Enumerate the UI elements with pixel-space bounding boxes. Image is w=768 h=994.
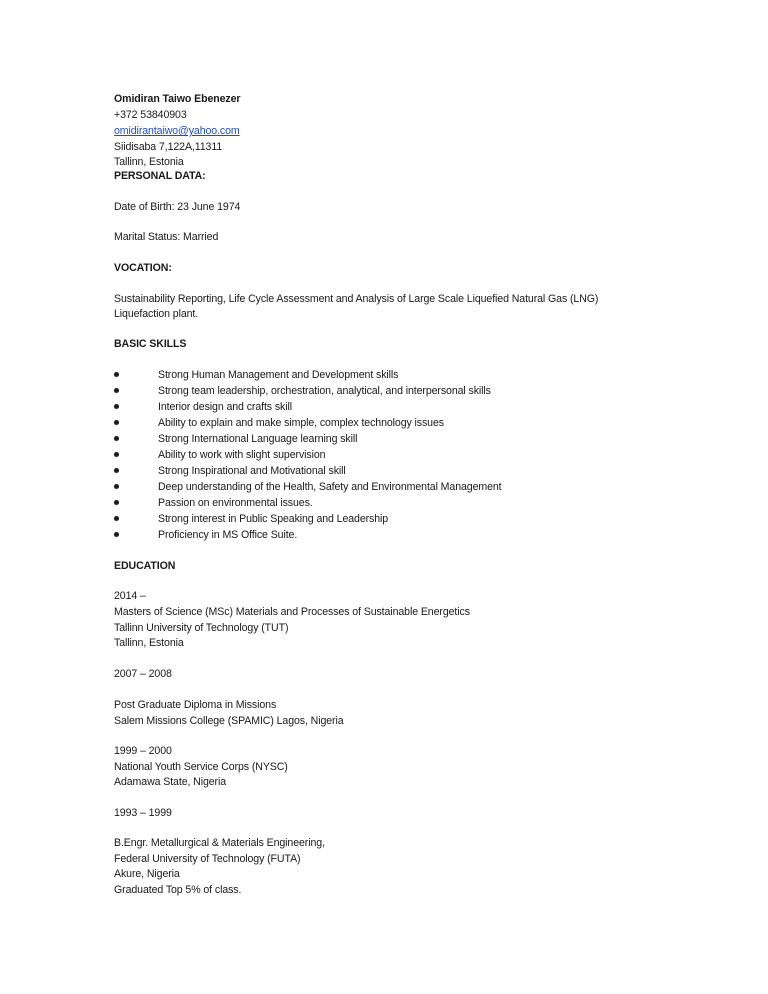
vocation-line-2: Liquefaction plant.: [114, 308, 199, 320]
education-1-year: 2014 –: [114, 590, 146, 602]
skill-item: Strong International Language learning skill: [158, 433, 358, 445]
skill-item: Deep understanding of the Health, Safety and Environmental Management: [158, 481, 502, 493]
bullet-icon: [114, 433, 122, 441]
education-3-place: Adamawa State, Nigeria: [114, 776, 227, 788]
education-4-place: Akure, Nigeria: [114, 868, 180, 880]
bullet-icon: [114, 449, 122, 457]
education-2-degree: Post Graduate Diploma in Missions: [114, 699, 277, 711]
phone-number: +372 53840903: [114, 109, 187, 121]
marital-status: Marital Status: Married: [114, 231, 219, 243]
skill-item: Ability to work with slight supervision: [158, 449, 326, 461]
education-2-year: 2007 – 2008: [114, 668, 172, 680]
skill-item: Strong Inspirational and Motivational skill: [158, 465, 346, 477]
bullet-icon: [114, 481, 122, 489]
personal-data-heading: PERSONAL DATA:: [114, 170, 206, 182]
education-4-year: 1993 – 1999: [114, 807, 172, 819]
education-2-school: Salem Missions College (SPAMIC) Lagos, Nigeria: [114, 715, 344, 727]
skill-item: Ability to explain and make simple, complex technology issues: [158, 417, 444, 429]
education-1-place: Tallinn, Estonia: [114, 637, 184, 649]
bullet-icon: [114, 497, 122, 505]
basic-skills-heading: BASIC SKILLS: [114, 338, 187, 350]
skill-item: Interior design and crafts skill: [158, 401, 292, 413]
education-3-year: 1999 – 2000: [114, 745, 172, 757]
address-line-1: Siidisaba 7,122A,11311: [114, 141, 223, 153]
education-heading: EDUCATION: [114, 560, 176, 572]
education-4-note: Graduated Top 5% of class.: [114, 884, 242, 896]
bullet-icon: [114, 513, 122, 521]
education-1-school: Tallinn University of Technology (TUT): [114, 622, 289, 634]
vocation-heading: VOCATION:: [114, 262, 172, 274]
skill-item: Strong Human Management and Development skills: [158, 369, 399, 381]
bullet-icon: [114, 369, 122, 377]
address-line-2: Tallinn, Estonia: [114, 156, 184, 168]
bullet-icon: [114, 465, 122, 473]
skill-item: Passion on environmental issues.: [158, 497, 313, 509]
education-4-school: Federal University of Technology (FUTA): [114, 853, 301, 865]
education-4-degree: B.Engr. Metallurgical & Materials Engineering,: [114, 837, 325, 849]
date-of-birth: Date of Birth: 23 June 1974: [114, 201, 241, 213]
bullet-icon: [114, 401, 122, 409]
skill-item: Strong interest in Public Speaking and Leadership: [158, 513, 389, 525]
skill-item: Strong team leadership, orchestration, analytical, and interpersonal skills: [158, 385, 491, 397]
bullet-icon: [114, 417, 122, 425]
skill-item: Proficiency in MS Office Suite.: [158, 529, 298, 541]
bullet-icon: [114, 385, 122, 393]
applicant-name: Omidiran Taiwo Ebenezer: [114, 93, 241, 105]
email-link[interactable]: omidirantaiwo@yahoo.com: [114, 125, 240, 137]
education-1-degree: Masters of Science (MSc) Materials and Processes of Sustainable Energetics: [114, 606, 470, 618]
vocation-line-1: Sustainability Reporting, Life Cycle Assessment and Analysis of Large Scale Liquefied Natural Gas (LNG): [114, 293, 599, 305]
education-3-org: National Youth Service Corps (NYSC): [114, 761, 288, 773]
bullet-icon: [114, 529, 122, 537]
